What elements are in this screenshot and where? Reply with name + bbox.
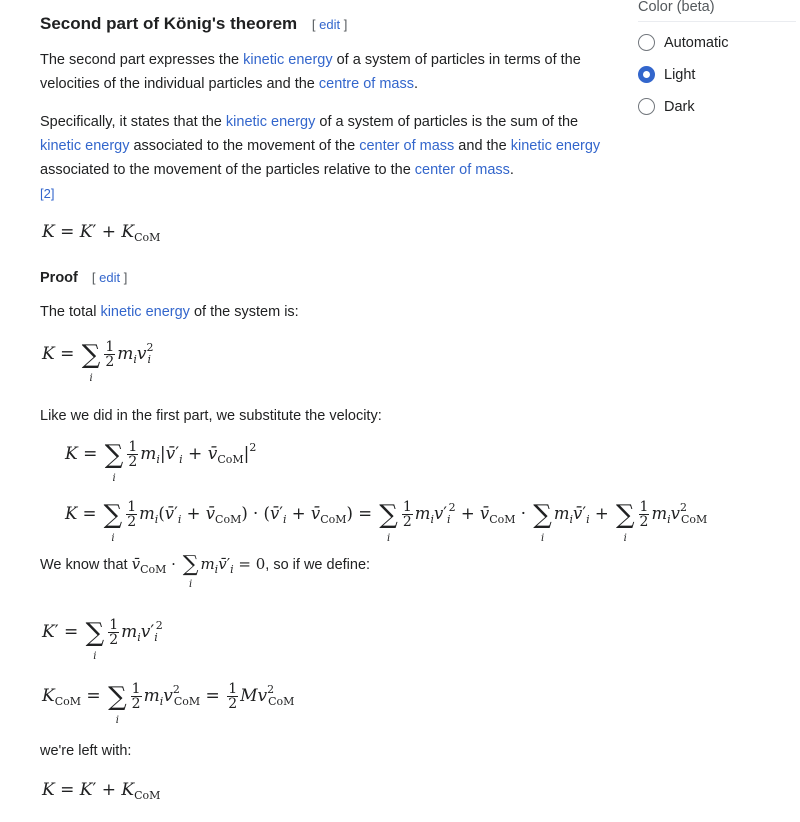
equation-total: $K = K' + K_{CoM}$ — [42, 222, 161, 244]
proof-heading: Proof [ edit ] — [40, 270, 128, 286]
link-kinetic-energy[interactable]: kinetic energy — [100, 304, 190, 320]
link-centre-of-mass[interactable]: centre of mass — [318, 76, 414, 92]
equation-result: $K = K' + K_{CoM}$ — [42, 780, 161, 802]
edit-link[interactable]: [ edit ] — [91, 270, 128, 285]
color-panel-title: Color (beta) — [638, 0, 715, 15]
radio-button[interactable] — [638, 34, 655, 51]
paragraph-statement: Specifically, it states that the kinetic energy of a system of particles is the sum of the kinetic energy associated to the movement of the center of mass and the kinetic energy associated to the movement of the particles relative to the center of mass. [2] — [40, 114, 601, 201]
equation-ke-sum: K = ∑ i $\frac{1}{2}$ $m_iv^2_i$ — [42, 339, 154, 384]
color-option-label: Light — [664, 66, 696, 83]
color-option-automatic[interactable] — [638, 34, 728, 51]
color-option-label: Automatic — [664, 34, 729, 51]
paragraph-intro: The second part expresses the kinetic energy of a system of particles in terms of the velocities of the individual particles and the centre of mass. — [40, 52, 581, 92]
edit-link[interactable]: [ edit ] — [311, 17, 348, 32]
paragraph-we-know: We know that $v̄_{CoM}$ · ∑ i $m_iv̄'_i = 0$, so if we define: — [40, 552, 371, 590]
paragraph-left-with: we're left with: — [40, 743, 132, 759]
equation-k-prime: K′ = ∑ i $\frac{1}{2}$ $m_iv'_i^2$ — [42, 617, 163, 662]
section-heading-text: Second part of König's theorem — [40, 14, 298, 33]
section-heading — [40, 14, 347, 34]
link-kinetic-energy[interactable]: kinetic energy — [225, 114, 316, 130]
link-center-of-mass[interactable]: center of mass — [359, 138, 455, 154]
radio-button-selected[interactable] — [638, 66, 655, 83]
link-kinetic-energy[interactable]: kinetic energy — [243, 52, 333, 68]
link-center-of-mass[interactable]: center of mass — [414, 162, 510, 178]
color-option-light[interactable] — [638, 66, 695, 83]
paragraph-total-ke: The total kinetic energy of the system is: — [40, 304, 299, 320]
divider — [638, 21, 796, 22]
color-option-label: Dark — [664, 98, 695, 115]
equation-k-com: $K_{CoM}$ = ∑ i $\frac{1}{2}$ $m_iv^2_{CoM}$ = $\frac{1}{2}$ $Mv^2_{CoM}$ — [42, 681, 295, 726]
link-kinetic-energy[interactable]: kinetic energy — [510, 138, 601, 154]
equation-expansion: K = ∑ i $\frac{1}{2}$ $m_i(v̄'_i$ + $v̄_{CoM}$) · ($v̄'_i$ + $v̄_{CoM}$) = ∑ i $\frac{1}{2}$ $m_iv'_i^2$ + $v̄_{CoM}$ · ∑ i $m_iv̄'_i$ + ∑ i $\frac{1}{2}$ $m_iv^2_{CoM}$ — [65, 499, 708, 544]
link-kinetic-energy[interactable]: kinetic energy — [40, 138, 130, 154]
color-option-dark[interactable] — [638, 98, 695, 115]
paragraph-substitute: Like we did in the first part, we substitute the velocity: — [40, 408, 382, 424]
reference-link[interactable]: [2] — [40, 186, 55, 201]
inline-equation: $v̄_{CoM}$ · ∑ i $m_iv̄'_i = 0$ — [131, 552, 266, 590]
equation-substitution: K = ∑ i $\frac{1}{2}$ $m_i|v̄'_i$ + $v̄_{CoM}|^2$ — [65, 439, 257, 484]
radio-button[interactable] — [638, 98, 655, 115]
